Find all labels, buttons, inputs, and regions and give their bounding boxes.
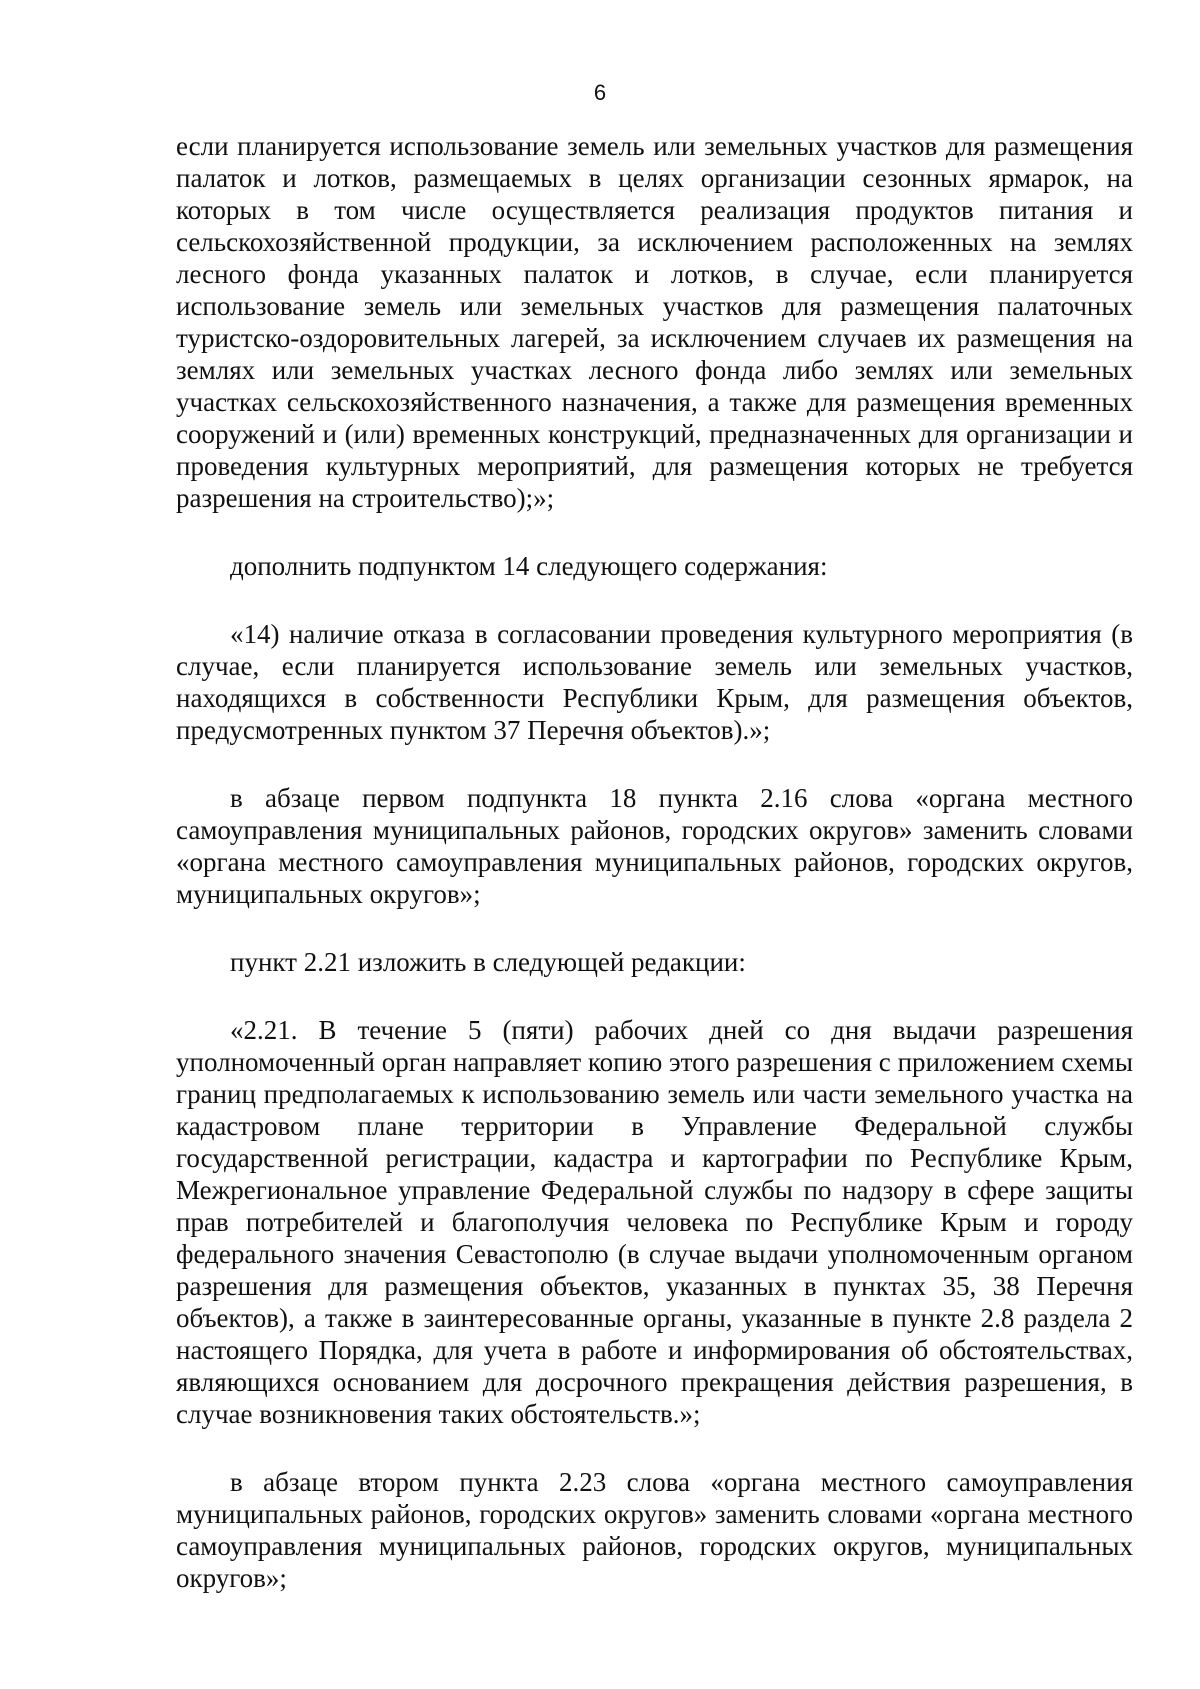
paragraph-item-2-21-text: «2.21. В течение 5 (пяти) рабочих дней со дня выдачи разрешения уполномоченный орган направляет копию этого разрешения с приложением схемы границ предполагаемых к использованию земель или части земельного участка на кадастровом плане территории в Управление Федеральной службы государственной регистрации, кадастра и картографии по Республике Крым, Межрегиональное управление Федеральной службы по надзору в сфере защиты прав потребителей и благополучия человека по Республике Крым и городу федерального значения Севастополю (в случае выдачи уполномоченным органом разрешения для размещения объектов, указанных в пунктах 35, 38 Перечня объектов), а также в заинтересованные органы, указанные в пункте 2.8 раздела 2 настоящего Порядка, для учета в работе и информирования об обстоятельствах, являющихся основанием для досрочного прекращения действия разрешения, в случае возникновения таких обстоятельств.»; [176, 1015, 1133, 1429]
paragraph-amendment-2-23: в абзаце втором пункта 2.23 слова «органа местного самоуправления муниципальных районов, городских округов» заменить словами «органа местного самоуправления муниципальных районов, городских округов, муниципальных округов»; [176, 1467, 1133, 1593]
paragraph-instruction-subitem-14: дополнить подпунктом 14 следующего содержания: [230, 551, 828, 581]
paragraph-amendment-2-16: в абзаце первом подпункта 18 пункта 2.16 слова «органа местного самоуправления муниципальных районов, городских округов» заменить словами «органа местного самоуправления муниципальных районов, городских округов, муниципальных округов»; [176, 783, 1133, 909]
document-body [176, 130, 1133, 1594]
paragraph-instruction-2-21: пункт 2.21 изложить в следующей редакции: [230, 947, 746, 977]
paragraph-continuation: если планируется использование земель или земельных участков для размещения палаток и лотков, размещаемых в целях организации сезонных ярмарок, на которых в том числе осуществляется реализация продуктов питания и сельскохозяйственной продукции, за исключением расположенных на землях лесного фонда указанных палаток и лотков, в случае, если планируется использование земель или земельных участков для размещения палаточных туристско-оздоровительных лагерей, за исключением случаев их размещения на землях или земельных участках лесного фонда либо землях или земельных участках сельскохозяйственного назначения, а также для размещения временных сооружений и (или) временных конструкций, предназначенных для организации и проведения культурных мероприятий, для размещения которых не требуется разрешения на строительство);»; [176, 131, 1133, 513]
paragraph-subitem-14-text: «14) наличие отказа в согласовании проведения культурного мероприятия (в случае, если планируется использование земель или земельных участков, находящихся в собственности Республики Крым, для размещения объектов, предусмотренных пунктом 37 Перечня объектов).»; [176, 619, 1133, 745]
page-number: 6 [593, 80, 607, 105]
